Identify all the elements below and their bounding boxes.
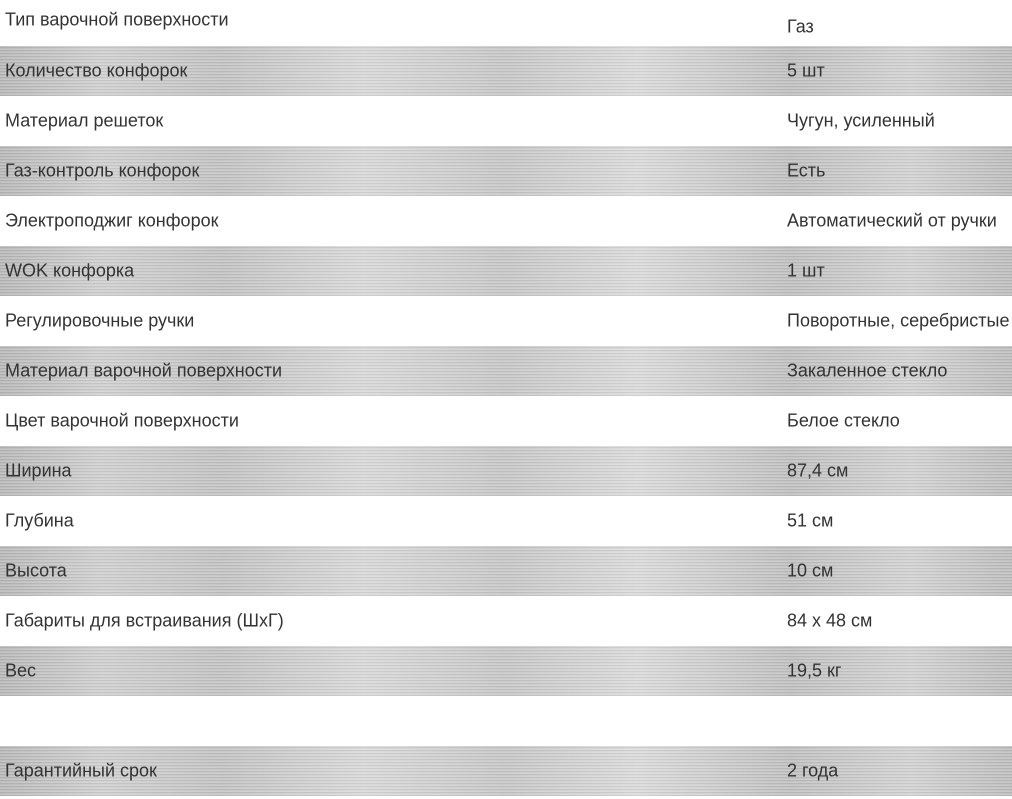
spec-row-gas-control bbox=[0, 146, 1012, 196]
spec-row-grate-material bbox=[0, 96, 1012, 146]
spec-label: Глубина bbox=[5, 510, 74, 531]
spec-label: Габариты для встраивания (ШхГ) bbox=[5, 610, 284, 631]
spec-value: Белое стекло bbox=[787, 410, 900, 431]
spec-value: 51 см bbox=[787, 510, 834, 531]
spec-value: Поворотные, серебристые bbox=[787, 310, 1010, 331]
spec-value: Есть bbox=[787, 160, 826, 181]
spec-row-depth bbox=[0, 496, 1012, 546]
spec-value: 10 см bbox=[787, 560, 834, 581]
spec-value: Чугун, усиленный bbox=[787, 110, 935, 131]
spec-value: Газ bbox=[787, 16, 814, 37]
spec-row-electric-ignition bbox=[0, 196, 1012, 246]
spec-label: Газ-контроль конфорок bbox=[5, 160, 200, 181]
spec-row-surface-material bbox=[0, 346, 1012, 396]
spec-value: 19,5 кг bbox=[787, 660, 842, 681]
spec-row-cutout-dimensions bbox=[0, 596, 1012, 646]
spec-label: Высота bbox=[5, 560, 67, 581]
spec-label: Вес bbox=[5, 660, 37, 681]
spec-label: WOK конфорка bbox=[5, 260, 135, 281]
spec-value: 2 года bbox=[787, 760, 839, 781]
spec-row-control-knobs bbox=[0, 296, 1012, 346]
spec-row-warranty bbox=[0, 746, 1012, 796]
spec-row-wok-burner bbox=[0, 246, 1012, 296]
spec-row-empty bbox=[0, 696, 1012, 746]
spec-label: Электроподжиг конфорок bbox=[5, 210, 219, 231]
spec-row-width bbox=[0, 446, 1012, 496]
spec-label: Ширина bbox=[5, 460, 72, 481]
spec-label: Материал решеток bbox=[5, 110, 164, 131]
spec-label: Количество конфорок bbox=[5, 60, 188, 81]
spec-label: Тип варочной поверхности bbox=[5, 9, 229, 30]
spec-value: Закаленное стекло bbox=[787, 360, 948, 381]
spec-value: 84 х 48 см bbox=[787, 610, 873, 631]
spec-row-hob-type bbox=[0, 0, 1012, 46]
spec-row-weight bbox=[0, 646, 1012, 696]
spec-row-burner-count bbox=[0, 46, 1012, 96]
spec-value: Автоматический от ручки bbox=[787, 210, 997, 231]
spec-row-surface-color bbox=[0, 396, 1012, 446]
spec-label: Материал варочной поверхности bbox=[5, 360, 283, 381]
spec-label: Регулировочные ручки bbox=[5, 310, 195, 331]
spec-value: 1 шт bbox=[787, 260, 825, 281]
spec-value: 5 шт bbox=[787, 60, 825, 81]
spec-value: 87,4 см bbox=[787, 460, 849, 481]
spec-row-height bbox=[0, 546, 1012, 596]
spec-label: Гарантийный срок bbox=[5, 760, 157, 781]
spec-label: Цвет варочной поверхности bbox=[5, 410, 239, 431]
